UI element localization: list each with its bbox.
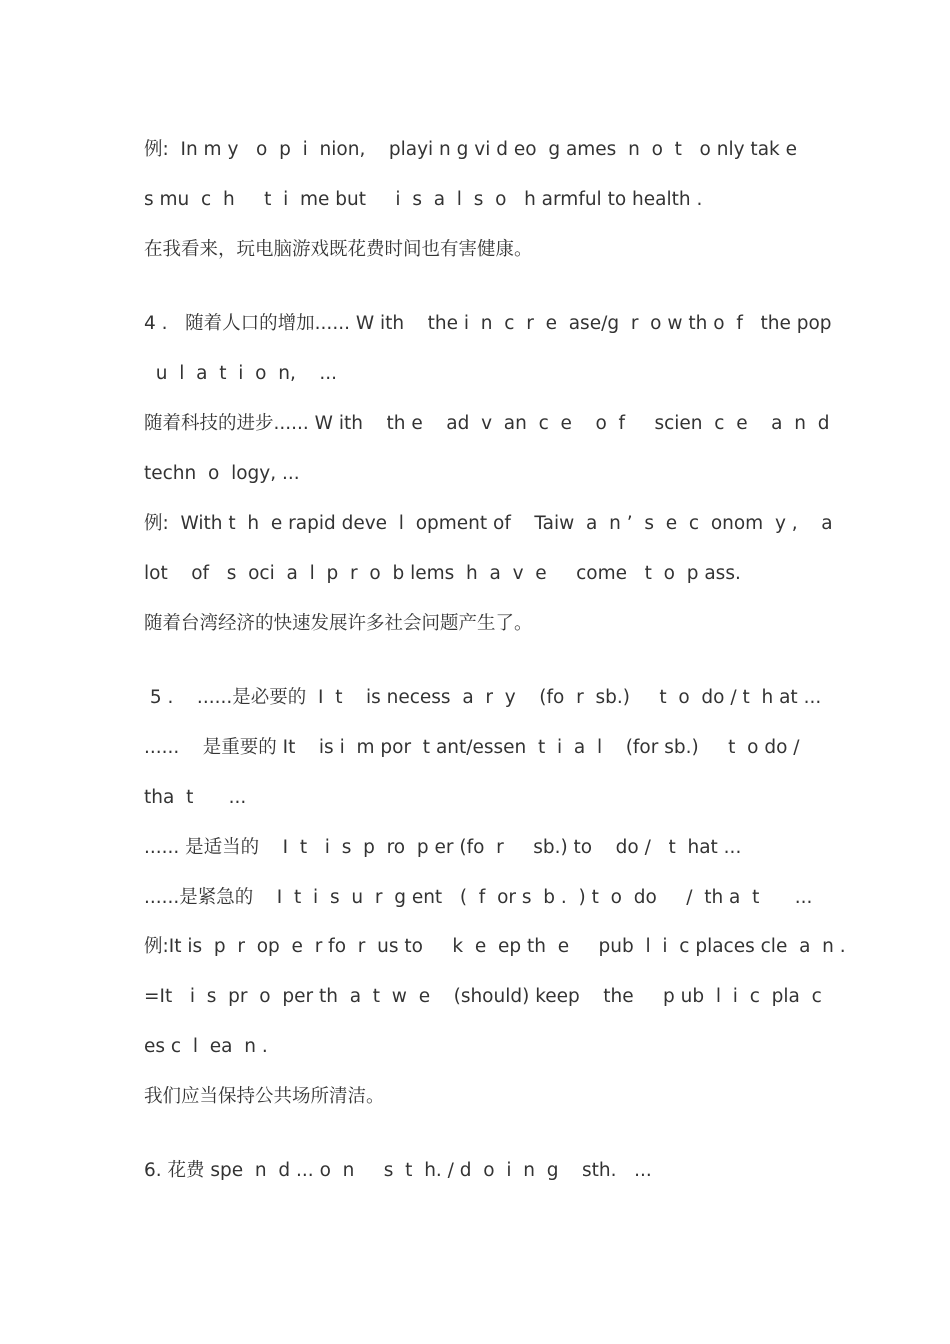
phrase-5-urgent: ......是紧急的 I t i s u r g ent ( f or s b . ) t o do / th a t ... [144, 887, 813, 908]
phrase-4-alt-continued: techn o logy, ... [144, 463, 300, 484]
translation-line-2: 随着台湾经济的快速发展许多社会问题产生了。 [144, 613, 533, 634]
phrase-4-heading: 4 . 随着人口的增加...... W ith the i n c r e ase/g r o w th o f the pop [144, 313, 832, 334]
example-line-2: s mu c h t i me but i s a l s o h armful to health . [144, 189, 703, 210]
example-line-4: lot of s oci a l p r o b lems h a v e come t o p ass. [144, 563, 741, 584]
translation-line-3: 我们应当保持公共场所清洁。 [144, 1086, 385, 1107]
phrase-6-heading: 6. 花费 spe n d ... o n s t h. / d o i n g sth. ... [144, 1160, 652, 1181]
phrase-5-heading: 5 . ......是必要的 I t is necess a r y (fo r sb.) t o do / t h at ... [144, 687, 822, 708]
phrase-5-important-continued: tha t ... [144, 787, 247, 808]
example-line-1: 例: In m y o p i nion, playi n g vi d eo g ames n o t o nly tak e [144, 139, 798, 160]
phrase-4-continued: u l a t i o n, ... [144, 363, 338, 384]
phrase-5-important: ...... 是重要的 It is i m por t ant/essen t i a l (for sb.) t o do / [144, 737, 800, 758]
phrase-4-alt: 随着科技的进步...... W ith th e ad v an c e o f scien c e a n d [144, 413, 830, 434]
phrase-5-proper: ...... 是适当的 I t i s p ro p er (fo r sb.) to do / t hat ... [144, 837, 742, 858]
example-line-3: 例: With t h e rapid deve l opment of Taiw a n ’ s e c onom y , a [144, 513, 833, 534]
example-line-6: =It i s pr o per th a t w e (should) keep the p ub l i c pla c [144, 986, 822, 1007]
translation-line-1: 在我看来，玩电脑游戏既花费时间也有害健康。 [144, 239, 533, 260]
example-line-7: es c l ea n . [144, 1036, 268, 1057]
example-line-5: 例:It is p r op e r fo r us to k e ep th e pub l i c places cle a n . [144, 936, 846, 957]
